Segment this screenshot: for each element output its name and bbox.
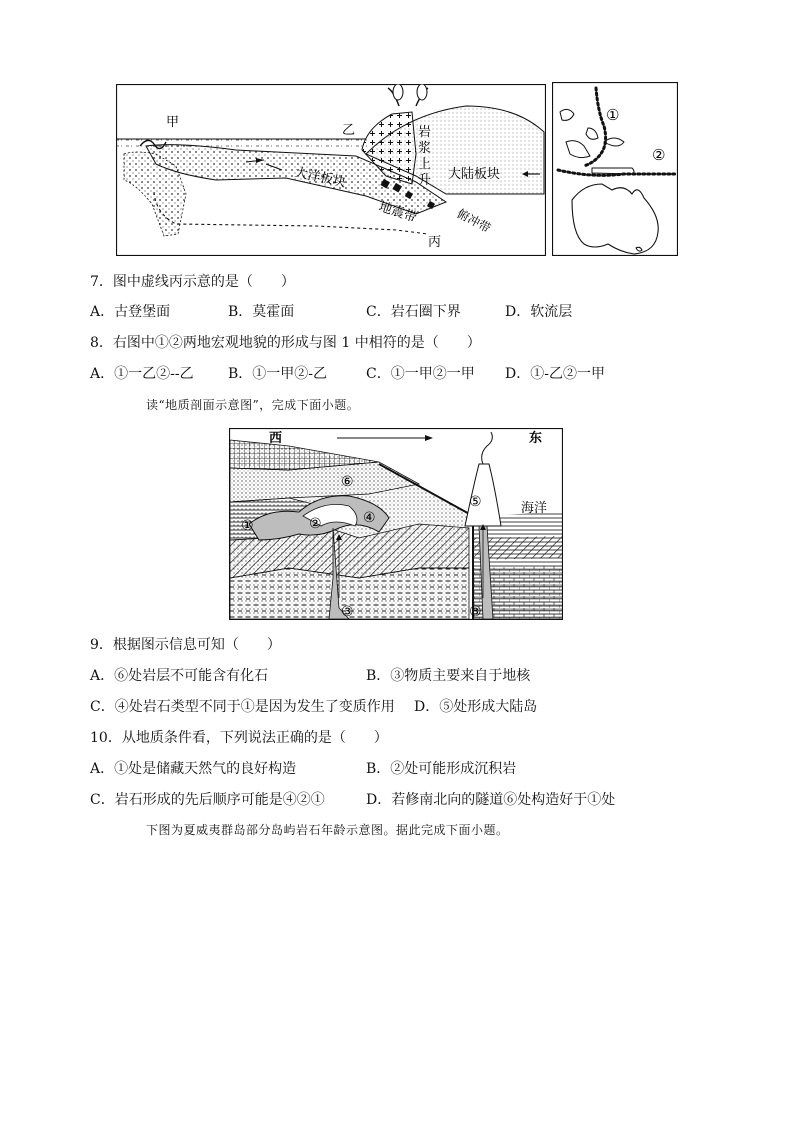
geologic-profile-figure bbox=[229, 428, 563, 620]
question-10-stem: 10．从地质条件看，下列说法正确的是（ ） bbox=[90, 730, 388, 746]
label-n3a: ③ bbox=[341, 604, 354, 620]
label-west: 西 bbox=[269, 431, 283, 446]
label-bing: 丙 bbox=[428, 235, 442, 250]
label-magma-4: 升 bbox=[418, 173, 432, 188]
question-9-option-d: D．⑤处形成大陆岛 bbox=[414, 699, 538, 715]
label-n1: ① bbox=[241, 518, 254, 534]
question-7-option-d: D．软流层 bbox=[505, 304, 573, 320]
question-7-option-a: A．古登堡面 bbox=[90, 304, 171, 320]
plate-subduction-figure bbox=[116, 84, 546, 256]
question-8-option-b: B．①一甲②-乙 bbox=[228, 366, 328, 382]
question-9-option-c: C．④处岩石类型不同于①是因为发生了变质作用 bbox=[90, 699, 395, 715]
label-magma-1: 岩 bbox=[418, 125, 432, 140]
question-8-option-a: A．①一乙②--乙 bbox=[90, 366, 194, 382]
question-7-option-b: B．莫霍面 bbox=[228, 304, 295, 320]
question-10-option-c: C．岩石形成的先后顺序可能是④②① bbox=[90, 792, 325, 808]
intro-hawaii: 下图为夏威夷群岛部分岛屿岩石年龄示意图。据此完成下面小题。 bbox=[146, 823, 509, 837]
question-9-stem: 9．根据图示信息可知（ ） bbox=[90, 637, 281, 653]
label-continental-plate: 大陆板块 bbox=[448, 167, 501, 182]
label-east: 东 bbox=[529, 431, 543, 446]
label-magma-3: 上 bbox=[418, 157, 432, 172]
question-9-option-a: A．⑥处岩层不可能含有化石 bbox=[90, 668, 269, 684]
question-10-option-a: A．①处是储藏天然气的良好构造 bbox=[90, 761, 297, 777]
question-10-option-b: B．②处可能形成沉积岩 bbox=[366, 761, 517, 777]
map-label-one: ① bbox=[606, 106, 620, 124]
label-jia: 甲 bbox=[166, 115, 180, 130]
question-8-option-d: D．①-乙②一甲 bbox=[505, 366, 605, 382]
label-n5: ⑤ bbox=[469, 494, 482, 510]
map-label-two: ② bbox=[652, 146, 666, 164]
label-seismic-belt: 地震带 bbox=[376, 199, 419, 226]
question-7-stem: 7．图中虚线丙示意的是（ ） bbox=[90, 274, 295, 290]
question-7-option-c: C．岩石圈下界 bbox=[366, 304, 461, 320]
label-ocean: 海洋 bbox=[521, 501, 548, 516]
label-n6: ⑥ bbox=[341, 474, 354, 490]
question-9-option-b: B．③物质主要来自于地核 bbox=[366, 668, 531, 684]
intro-geologic-profile: 读“地质剖面示意图”，完成下面小题。 bbox=[146, 398, 360, 412]
label-n3b: ③ bbox=[469, 604, 482, 620]
question-10-option-d: D．若修南北向的隧道⑥处构造好于①处 bbox=[366, 792, 616, 808]
label-subduction-zone: 俯冲带 bbox=[454, 206, 493, 236]
label-n2: ② bbox=[309, 516, 322, 532]
question-8-option-c: C．①一甲②一甲 bbox=[366, 366, 475, 382]
australia-region-map bbox=[552, 82, 678, 256]
label-oceanic-plate: 大洋板块 bbox=[293, 165, 348, 191]
question-8-stem: 8．右图中①②两地宏观地貌的形成与图 1 中相符的是（ ） bbox=[90, 335, 481, 351]
label-yi: 乙 bbox=[342, 123, 356, 138]
label-n4: ④ bbox=[363, 510, 376, 526]
label-magma-2: 浆 bbox=[418, 141, 432, 156]
